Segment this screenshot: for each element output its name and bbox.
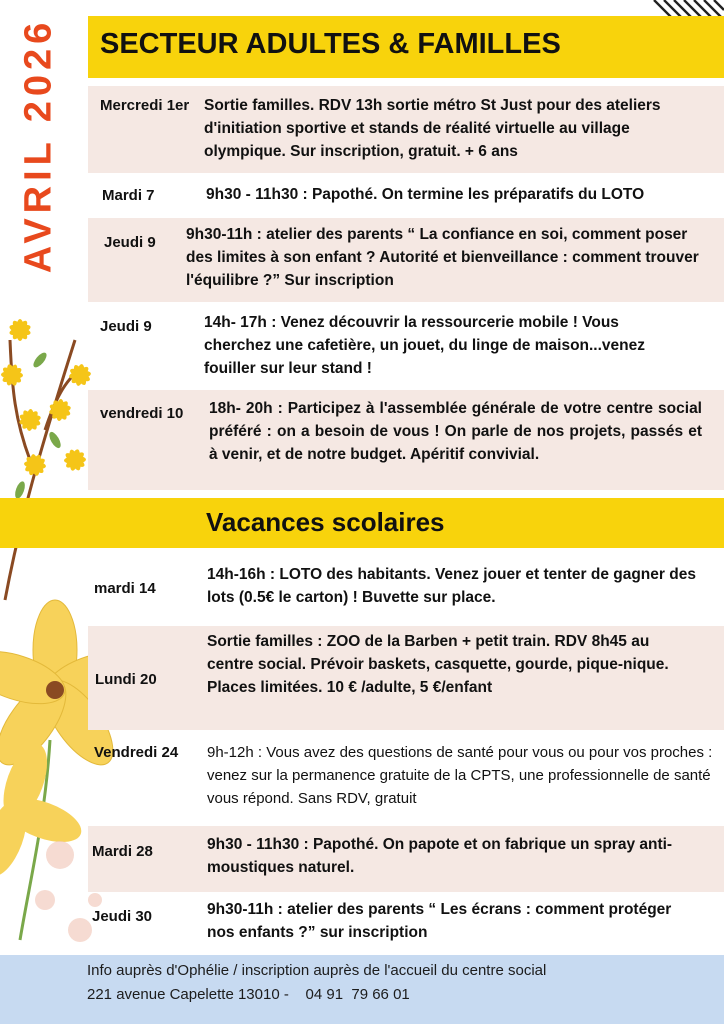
- event-description: 9h30 - 11h30 : Papothé. On termine les préparatifs du LOTO: [206, 186, 645, 203]
- event-row: [88, 177, 724, 217]
- event-description: 18h- 20h : Participez à l'assemblée générale de votre centre social préféré : on a besoin de vous ! On parle de nos projets, passés et à venir, et de notre budget. Apéritif convivial.: [209, 400, 702, 463]
- event-description: 9h30 - 11h30 : Papothé. On papote et on fabrique un spray anti-moustiques naturel.: [207, 836, 673, 876]
- event-description: 9h30-11h : atelier des parents “ Les écrans : comment protéger nos enfants ?” sur inscription: [207, 901, 672, 941]
- event-day: Jeudi 9: [100, 318, 152, 335]
- event-description: 9h-12h : Vous avez des questions de santé pour vous ou pour vos proches : venez sur la permanence gratuite de la CPTS, une professionnelle de santé vous répond. Sans RDV, gratuit: [207, 744, 713, 807]
- page-title: SECTEUR ADULTES & FAMILLES: [100, 28, 561, 60]
- holidays-band: [0, 498, 724, 548]
- event-day: Mardi 28: [92, 843, 153, 860]
- event-day: Mercredi 1er: [100, 97, 190, 114]
- event-day: Lundi 20: [95, 671, 157, 688]
- event-day: Jeudi 9: [104, 234, 156, 251]
- event-day: Jeudi 30: [92, 908, 153, 925]
- event-row: [88, 626, 724, 730]
- event-description: Sortie familles : ZOO de la Barben + petit train. RDV 8h45 au centre social. Prévoir baskets, casquette, gourde, pique-nique. Places limitées. 10 € /adulte, 5 €/enfant: [207, 633, 669, 696]
- event-description: 14h- 17h : Venez découvrir la ressourcerie mobile ! Vous cherchez une cafetière, un jouet, du linge de maison...venez fouiller sur leur stand !: [204, 314, 646, 377]
- event-row: [88, 218, 724, 302]
- event-row: [88, 390, 724, 490]
- month-title-text: AVRIL 2026: [17, 17, 60, 273]
- event-day: Mardi 7: [102, 187, 155, 204]
- event-description: Sortie familles. RDV 13h sortie métro St Just pour des ateliers d'initiation sportive et stands de réalité virtuelle au village olympique. Sur inscription, gratuit. + 6 ans: [204, 97, 661, 160]
- event-row: [88, 826, 724, 892]
- section-title: Vacances scolaires: [206, 507, 445, 537]
- event-description: 14h-16h : LOTO des habitants. Venez jouer et tenter de gagner des lots (0.5€ le carton) ! Buvette sur place.: [207, 566, 696, 606]
- footer-info: Info auprès d'Ophélie / inscription auprès de l'accueil du centre social: [87, 962, 547, 979]
- footer-address-phone: 221 avenue Capelette 13010 - 04 91 79 66 01: [87, 986, 410, 1003]
- event-row: [88, 86, 724, 173]
- event-description: 9h30-11h : atelier des parents “ La confiance en soi, comment poser des limites à son enfant ? Autorité et bienveillance : comment trouver l'équilibre ?” Sur inscription: [186, 226, 699, 289]
- event-day: Vendredi 24: [94, 744, 179, 761]
- month-title: [4, 10, 74, 280]
- event-row: [88, 736, 724, 822]
- header-band: [88, 16, 724, 78]
- event-row: [88, 560, 724, 620]
- footer: [0, 955, 724, 1024]
- event-row: [88, 895, 724, 951]
- event-row: [88, 306, 724, 386]
- event-day: mardi 14: [94, 580, 156, 597]
- event-day: vendredi 10: [100, 405, 184, 422]
